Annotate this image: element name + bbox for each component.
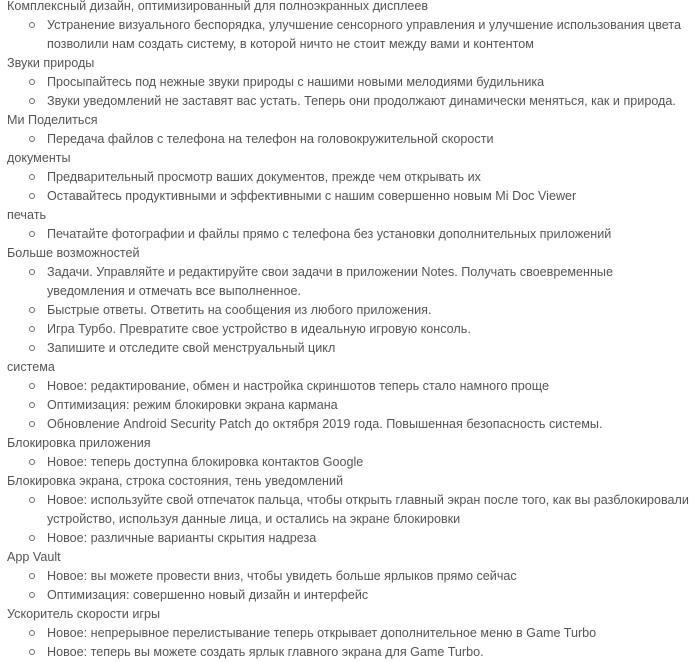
- section-heading: Ускоритель скорости игры: [7, 607, 161, 621]
- bullet-list: [7, 624, 690, 662]
- bullet-list: [7, 130, 690, 149]
- list-item: Просыпайтесь под нежные звуки природы с нашими новыми мелодиями будильника: [39, 73, 690, 92]
- bullet-list: [7, 567, 690, 605]
- list-item: Оставайтесь продуктивными и эффективными с нашим совершенно новым Mi Doc Viewer: [39, 187, 690, 206]
- list-item: Новое: редактирование, обмен и настройка скриншотов теперь стало намного проще: [39, 377, 690, 396]
- section-heading: Звуки природы: [7, 56, 95, 70]
- list-item: Быстрые ответы. Ответить на сообщения из любого приложения.: [39, 301, 690, 320]
- section-documents: [7, 149, 690, 206]
- list-item: Оптимизация: совершенно новый дизайн и интерфейс: [39, 586, 690, 605]
- section-fullscreen-design: [7, 0, 690, 54]
- section-app-lock: [7, 434, 690, 472]
- list-item: Новое: различные варианты скрытия надреза: [39, 529, 690, 548]
- bullet-list: [7, 491, 690, 548]
- section-app-vault: [7, 548, 690, 605]
- list-item: Новое: теперь доступна блокировка контактов Google: [39, 453, 690, 472]
- section-heading: система: [7, 360, 55, 374]
- section-lock-screen: [7, 472, 690, 548]
- list-item: Печатайте фотографии и файлы прямо с телефона без установки дополнительных приложений: [39, 225, 690, 244]
- section-system: [7, 358, 690, 434]
- section-heading: Больше возможностей: [7, 246, 140, 260]
- section-heading: Блокировка экрана, строка состояния, тень уведомлений: [7, 474, 344, 488]
- list-item: Новое: теперь вы можете создать ярлык главного экрана для Game Turbo.: [39, 643, 690, 662]
- list-item: Предварительный просмотр ваших документов, прежде чем открывать их: [39, 168, 690, 187]
- list-item: Новое: используйте свой отпечаток пальца, чтобы открыть главный экран после того, как вы разблокировали устройство, используя данные лица, и остались на экране блокировки: [39, 491, 690, 529]
- bullet-list: [7, 168, 690, 206]
- list-item: Игра Турбо. Превратите свое устройство в идеальную игровую консоль.: [39, 320, 690, 339]
- section-heading: Блокировка приложения: [7, 436, 151, 450]
- bullet-list: [7, 225, 690, 244]
- list-item: Звуки уведомлений не заставят вас устать. Теперь они продолжают динамически меняться, как и природа.: [39, 92, 690, 111]
- bullet-list: [7, 263, 690, 358]
- section-print: [7, 206, 690, 244]
- list-item: Оптимизация: режим блокировки экрана кармана: [39, 396, 690, 415]
- bullet-list: [7, 453, 690, 472]
- list-item: Устранение визуального беспорядка, улучшение сенсорного управления и улучшение использования цвета позволили нам создать систему, в которой ничто не стоит между вами и контентом: [39, 16, 690, 54]
- list-item: Обновление Android Security Patch до октября 2019 года. Повышенная безопасность системы.: [39, 415, 690, 434]
- section-heading: Комплексный дизайн, оптимизированный для полноэкранных дисплеев: [7, 0, 429, 13]
- section-nature-sounds: [7, 54, 690, 111]
- list-item: Новое: непрерывное перелистывание теперь открывает дополнительное меню в Game Turbo: [39, 624, 690, 643]
- section-mi-share: [7, 111, 690, 149]
- list-item: Задачи. Управляйте и редактируйте свои задачи в приложении Notes. Получать своевременные уведомления и отмечать все выполненное.: [39, 263, 690, 301]
- section-heading: печать: [7, 208, 47, 222]
- section-more-features: [7, 244, 690, 358]
- section-heading: App Vault: [7, 550, 61, 564]
- bullet-list: [7, 73, 690, 111]
- section-heading: Mи Поделиться: [7, 113, 98, 127]
- section-heading: документы: [7, 151, 71, 165]
- list-item: Передача файлов с телефона на телефон на головокружительной скорости: [39, 130, 690, 149]
- bullet-list: [7, 377, 690, 434]
- section-game-turbo: [7, 605, 690, 662]
- list-item: Новое: вы можете провести вниз, чтобы увидеть больше ярлыков прямо сейчас: [39, 567, 690, 586]
- bullet-list: [7, 16, 690, 54]
- list-item: Запишите и отследите свой менструальный цикл: [39, 339, 690, 358]
